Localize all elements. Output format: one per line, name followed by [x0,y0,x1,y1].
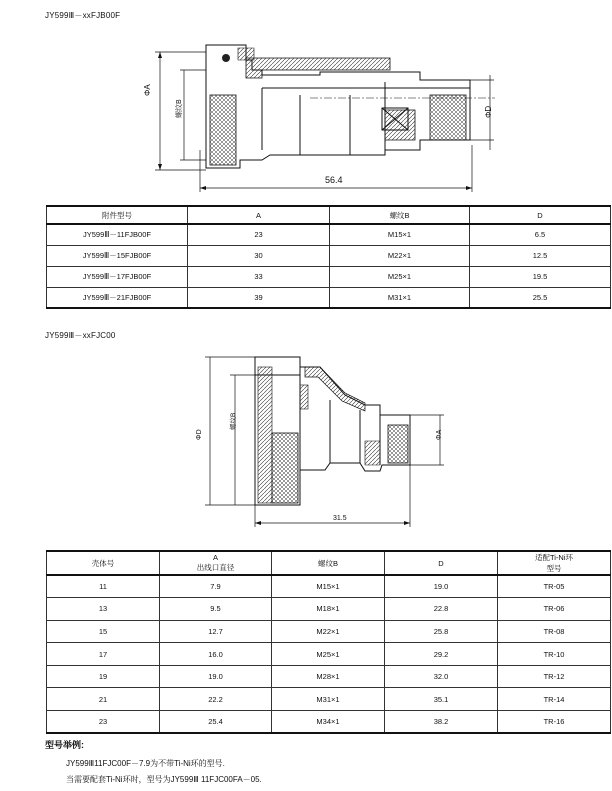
table-cell: 22.8 [385,598,498,621]
table-row [47,575,611,598]
table-cell: JY599Ⅲ－17FJB00F [47,266,188,287]
fjc-dim-D-label: ΦD [196,429,203,440]
table-row [47,245,611,266]
fjc-header-ring-line1: 适配Ti-Ni环 [534,553,574,562]
table-cell: 25.4 [160,711,272,734]
section2-title: JY599Ⅲ－xxFJC00 [45,331,116,340]
table-row [47,688,611,711]
table-cell: 35.1 [385,688,498,711]
example-line-2: 当需要配套Ti-Ni环时，型号为JY599Ⅲ 11FJC00FA－05. [66,775,262,784]
table-cell: M31×1 [330,287,470,308]
fjb-header-thread: 螺纹B [330,206,470,224]
table-cell: JY599Ⅲ－21FJB00F [47,287,188,308]
example-title: 型号举例: [45,740,84,750]
table-row [47,620,611,643]
fjc-header-A [160,551,272,575]
table-cell: 19.0 [385,575,498,598]
fjb-dim-D-label: ΦD [484,105,493,118]
section1-title: JY599Ⅲ－xxFJB00F [45,11,121,20]
fjc-dim-length: 31.5 [333,515,347,522]
fjb-header-A: A [188,206,330,224]
table-cell: 39 [188,287,330,308]
table-cell: 15 [47,620,160,643]
table-cell: 11 [47,575,160,598]
fjb-header-D: D [470,206,611,224]
table-cell: M25×1 [272,643,385,666]
table-cell: TR-16 [498,711,611,734]
fjb-dim-A-label: ΦA [143,84,152,96]
table-cell: 22.2 [160,688,272,711]
fjc-spec-table [46,550,611,734]
table-cell: 12.7 [160,620,272,643]
table-cell: TR-10 [498,643,611,666]
table-cell: TR-14 [498,688,611,711]
table-cell: M31×1 [272,688,385,711]
table-cell: M15×1 [272,575,385,598]
table-cell: 17 [47,643,160,666]
table-cell: 21 [47,688,160,711]
fjb-connector-drawing [0,0,612,200]
fjc-header-A-line2: 出线口直径 [196,563,235,572]
table-cell: 25.8 [385,620,498,643]
table-cell: TR-08 [498,620,611,643]
table-cell: M34×1 [272,711,385,734]
table-row [47,598,611,621]
table-row [47,287,611,308]
table-cell: 19 [47,665,160,688]
table-cell: M15×1 [330,224,470,245]
fjc-header-ring-line2: 型号 [546,564,562,573]
table-cell: JY599Ⅲ－11FJB00F [47,224,188,245]
table-cell: 19.0 [160,665,272,688]
fjc-thread-label: 螺纹B [230,412,237,430]
table-cell: 9.5 [160,598,272,621]
fjb-header-model: 附件型号 [47,206,188,224]
table-cell: 13 [47,598,160,621]
table-cell: 25.5 [470,287,611,308]
table-cell: 16.0 [160,643,272,666]
table-cell: 6.5 [470,224,611,245]
table-cell: JY599Ⅲ－15FJB00F [47,245,188,266]
table-cell: TR-06 [498,598,611,621]
table-cell: 23 [188,224,330,245]
fjb-dim-length: 56.4 [325,175,343,185]
table-row [47,643,611,666]
table-row [47,224,611,245]
table-cell: M25×1 [330,266,470,287]
fjc-header-shell: 壳体号 [47,551,160,575]
table-cell: 19.5 [470,266,611,287]
example-line-1: JY599Ⅲ11FJC00F－7.9为不带Ti-Ni环的型号. [66,759,225,768]
table-cell: 23 [47,711,160,734]
table-cell: 7.9 [160,575,272,598]
fjc-header-A-line1: A [212,553,218,562]
table-row [47,665,611,688]
table-cell: 12.5 [470,245,611,266]
fjc-dim-A-label: ΦA [436,429,443,440]
fjb-spec-table [46,205,611,309]
fjc-header-ring [498,551,611,575]
table-cell: TR-05 [498,575,611,598]
table-cell: 38.2 [385,711,498,734]
table-cell: M22×1 [272,620,385,643]
table-cell: M22×1 [330,245,470,266]
table-row [47,266,611,287]
table-cell: TR-12 [498,665,611,688]
fjc-header-thread: 螺纹B [272,551,385,575]
fjb-thread-label: 螺纹B [176,99,183,118]
table-cell: M18×1 [272,598,385,621]
fjc-header-D: D [385,551,498,575]
table-row [47,711,611,734]
table-cell: 29.2 [385,643,498,666]
fjc-connector-drawing [0,345,612,545]
table-cell: M28×1 [272,665,385,688]
table-cell: 30 [188,245,330,266]
table-cell: 33 [188,266,330,287]
table-cell: 32.0 [385,665,498,688]
